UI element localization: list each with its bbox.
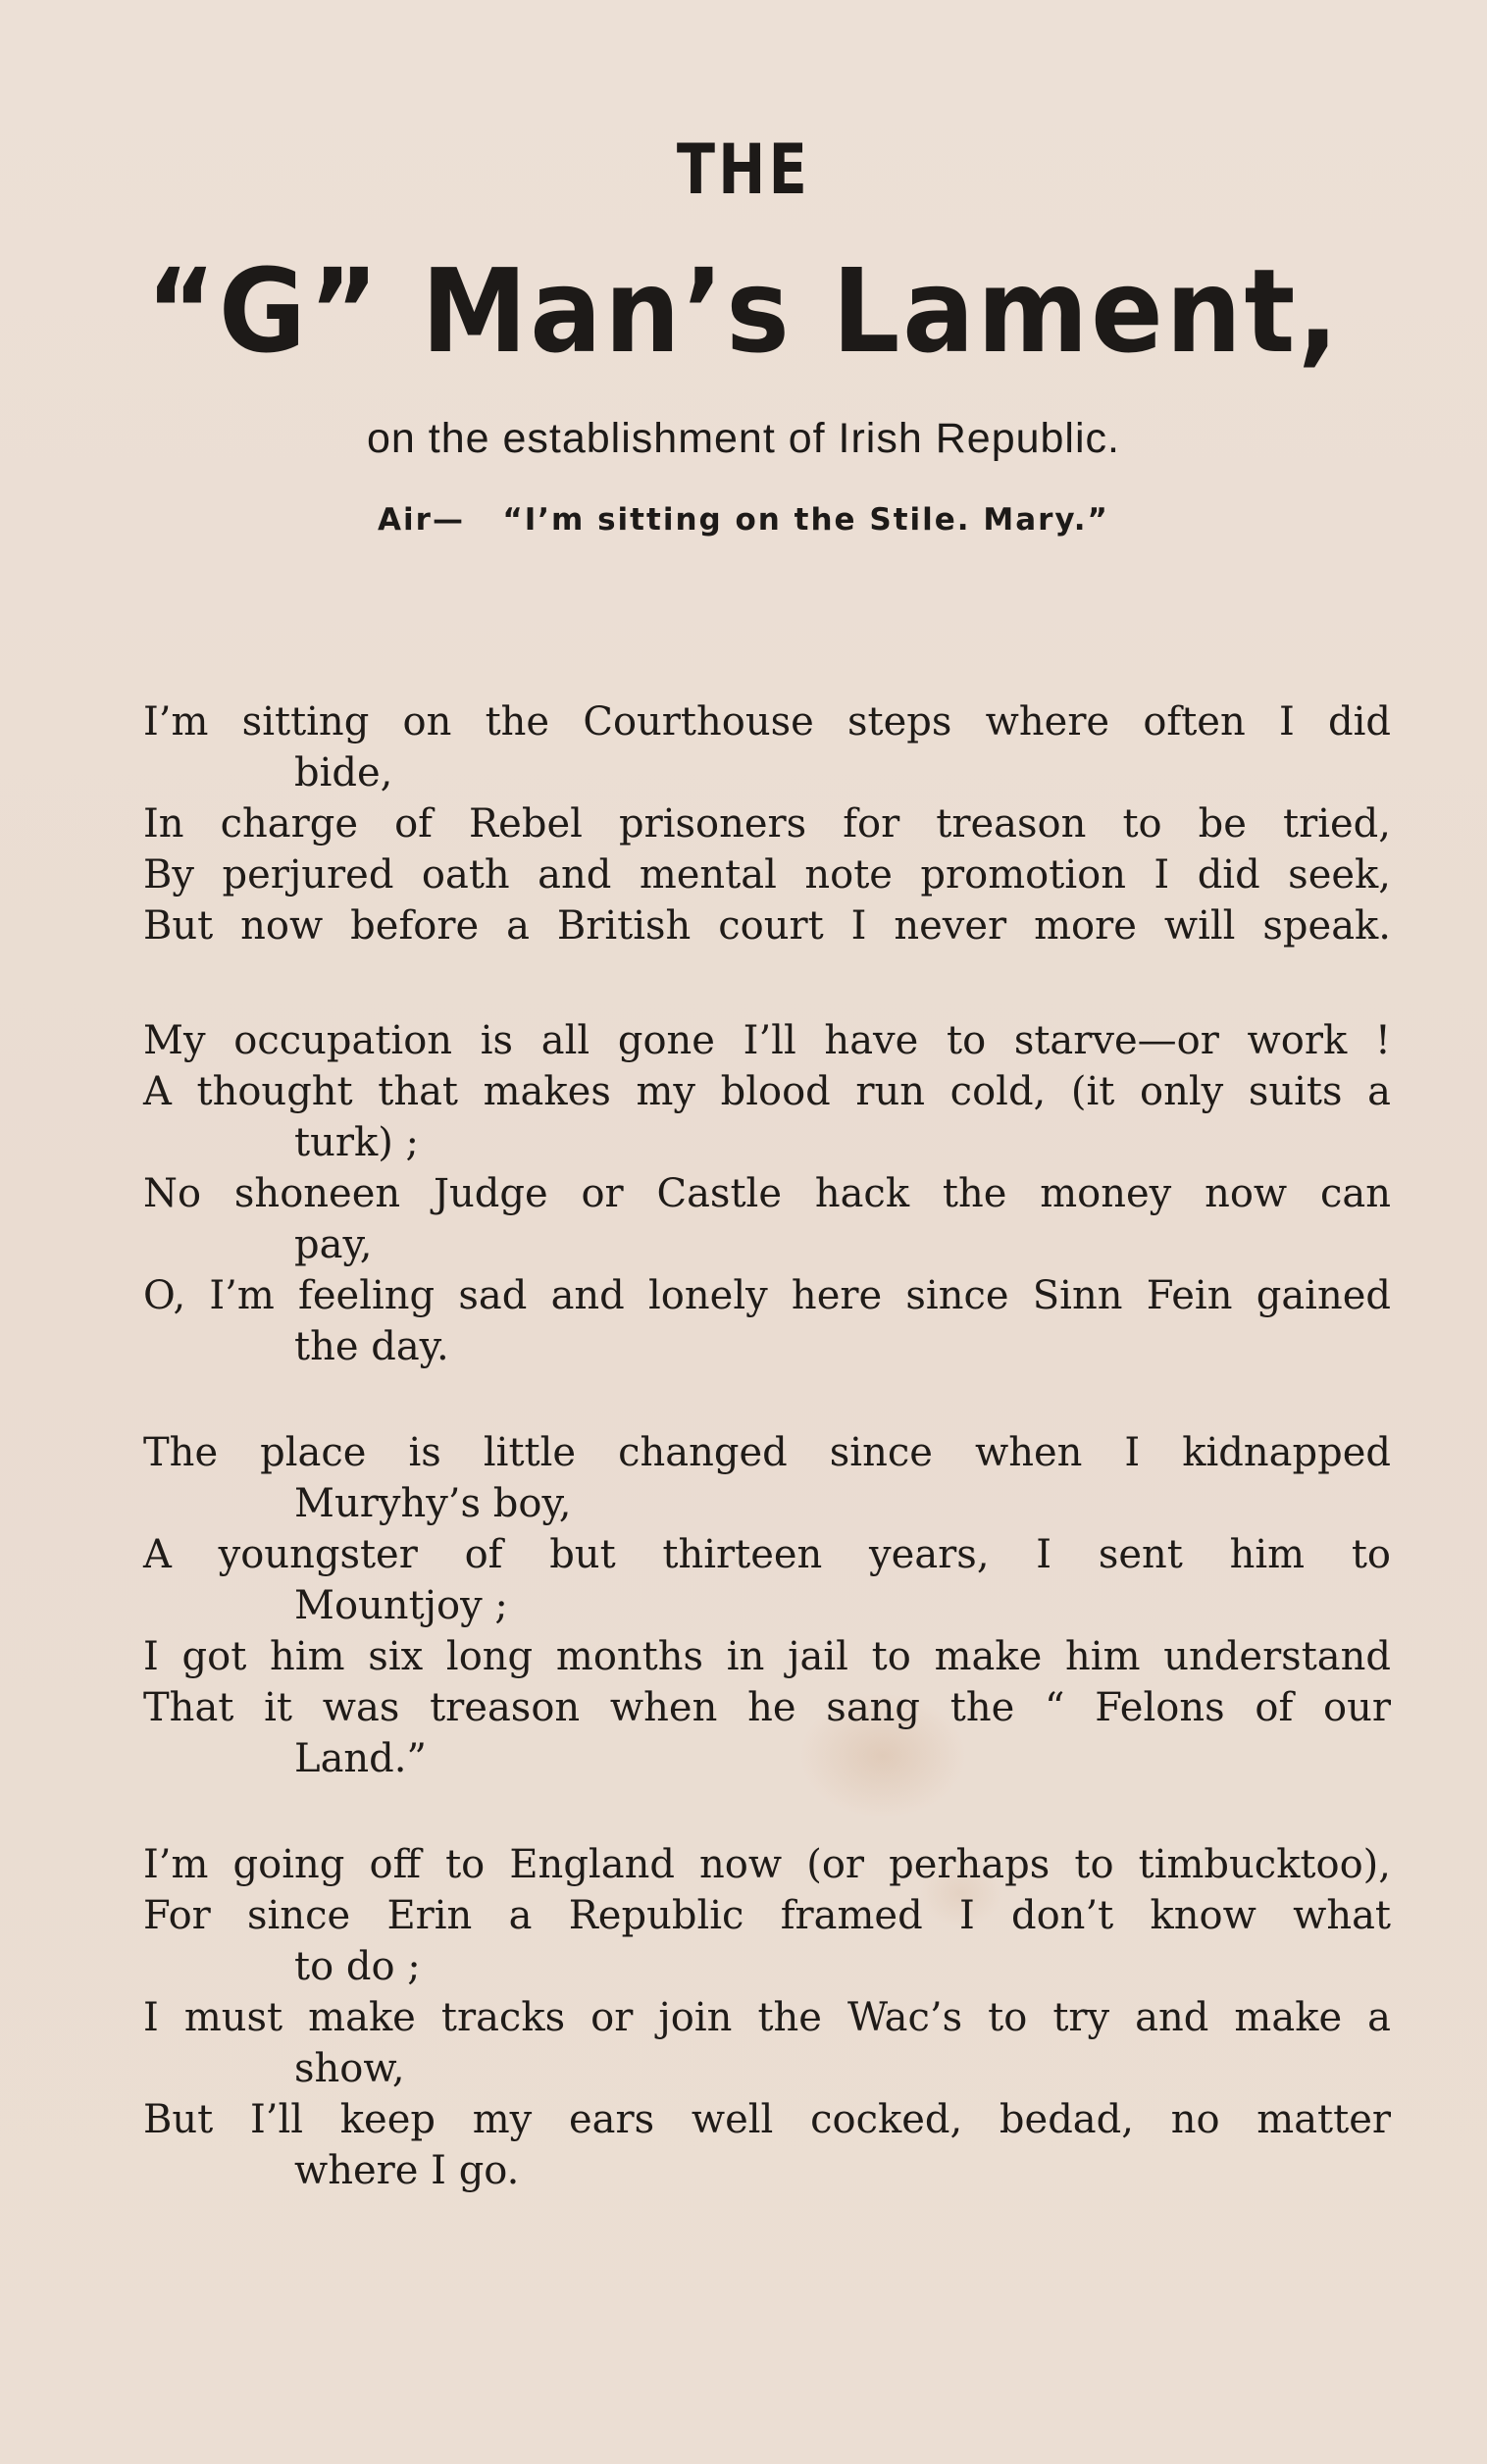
poem-line: No shoneen Judge or Castle hack the money now can bbox=[143, 1171, 1391, 1216]
stanza-1 bbox=[143, 696, 1391, 951]
page-title: “G” Man’s Lament, bbox=[145, 243, 1342, 379]
poem-line-continuation: to do ; bbox=[294, 1944, 421, 1989]
poem-line: My occupation is all gone I’ll have to starve—or work ! bbox=[143, 1018, 1391, 1063]
poem-line: O, I’m feeling sad and lonely here since Sinn Fein gained bbox=[143, 1273, 1391, 1318]
poem-line: A thought that makes my blood run cold, (it only suits a bbox=[143, 1069, 1391, 1114]
poem-line: For since Erin a Republic framed I don’t know what bbox=[143, 1893, 1391, 1938]
poem-line: I must make tracks or join the Wac’s to try and make a bbox=[143, 1995, 1391, 2040]
subtitle: on the establishment of Irish Republic. bbox=[366, 415, 1120, 462]
poem-line-continuation: bide, bbox=[294, 750, 393, 796]
poem-line: That it was treason when he sang the “ Felons of our bbox=[143, 1685, 1391, 1730]
stanza-2 bbox=[143, 1015, 1391, 1372]
poem-line: The place is little changed since when I kidnapped bbox=[143, 1430, 1391, 1475]
stanza-3 bbox=[143, 1427, 1391, 1784]
poem-line: I’m sitting on the Courthouse steps where often I did bbox=[143, 699, 1391, 744]
poem-line-continuation: show, bbox=[294, 2046, 405, 2091]
poem-line-continuation: turk) ; bbox=[294, 1120, 419, 1165]
poem-line: But I’ll keep my ears well cocked, bedad, no matter bbox=[143, 2097, 1391, 2142]
poem-line-continuation: Mountjoy ; bbox=[294, 1583, 508, 1628]
poem-line: I got him six long months in jail to make him understand bbox=[143, 1634, 1391, 1679]
poem-line: I’m going off to England now (or perhaps to timbucktoo), bbox=[143, 1842, 1391, 1887]
poem-line-continuation: where I go. bbox=[294, 2148, 520, 2193]
title-the: THE bbox=[676, 129, 811, 210]
poem-line: A youngster of but thirteen years, I sent him to bbox=[143, 1532, 1391, 1577]
poem-line: In charge of Rebel prisoners for treason to be tried, bbox=[143, 801, 1391, 847]
poem-line: But now before a British court I never more will speak. bbox=[143, 903, 1391, 949]
poem-line-continuation: Land.” bbox=[294, 1736, 427, 1781]
poem-line-continuation: the day. bbox=[294, 1324, 449, 1369]
air-line: Air— “I’m sitting on the Stile. Mary.” bbox=[378, 502, 1109, 538]
poem-line-continuation: pay, bbox=[294, 1222, 373, 1267]
poem-line-continuation: Muryhy’s boy, bbox=[294, 1481, 572, 1526]
stanza-4 bbox=[143, 1839, 1391, 2196]
poem-line: By perjured oath and mental note promotion I did seek, bbox=[143, 852, 1391, 898]
